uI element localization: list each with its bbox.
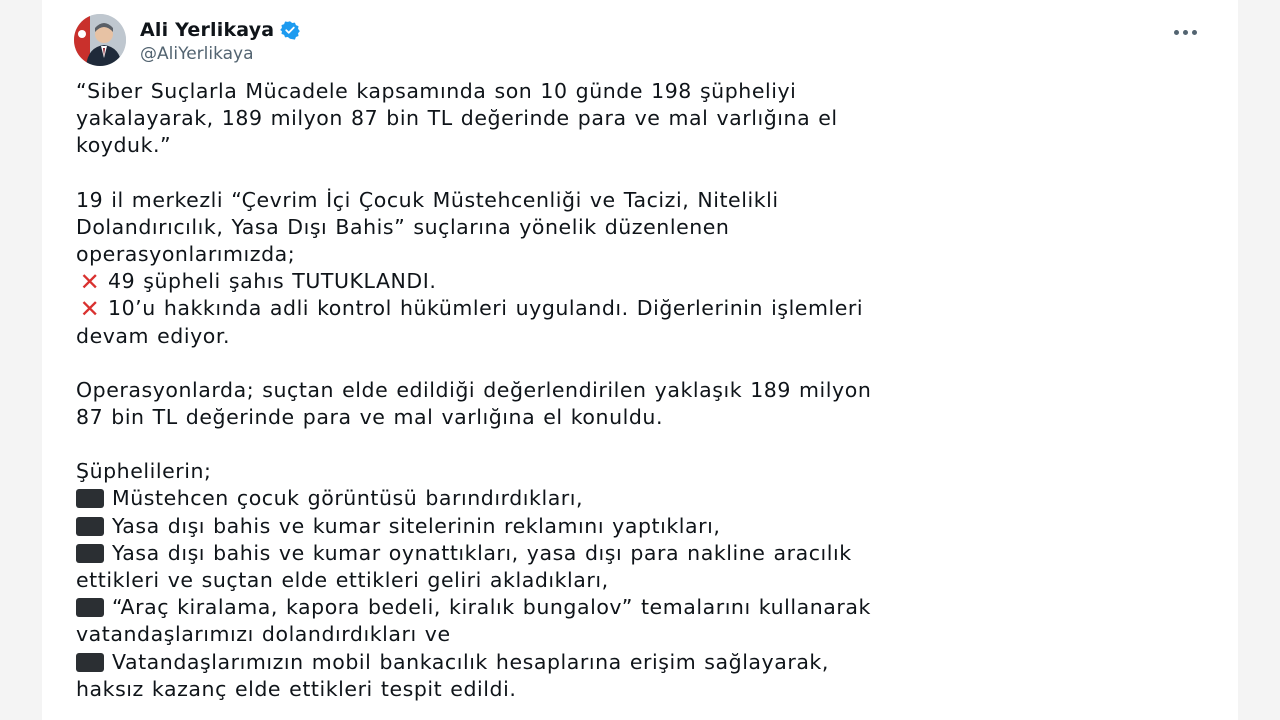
black-square-icon — [76, 653, 104, 672]
seizure-paragraph — [76, 377, 1226, 431]
text-line: yakalayarak, 189 milyon 87 bin TL değerinde para ve mal varlığına el — [76, 106, 838, 131]
cross-mark-icon: ✕ — [79, 295, 101, 324]
text-line: 19 il merkezli “Çevrim İçi Çocuk Müstehcenliği ve Tacizi, Nitelikli — [76, 187, 779, 212]
cross-list-item — [76, 268, 1226, 295]
spacer — [76, 350, 1226, 377]
black-square-icon — [76, 598, 104, 617]
text-line: “Siber Suçlarla Mücadele kapsamında son 10 günde 198 şüpheliyi — [76, 79, 797, 103]
author-name[interactable]: Ali Yerlikaya — [140, 18, 275, 41]
spacer — [76, 160, 1226, 187]
spacer — [76, 431, 1226, 458]
text-line: ettikleri ve suçtan elde ettikleri geliri akladıkları, — [76, 568, 609, 593]
text-line: 87 bin TL değerinde para ve mal varlığına el konuldu. — [76, 405, 664, 430]
square-item-text: “Araç kiralama, kapora bedeli, kiralık bungalov” temalarını kullanarak — [112, 595, 871, 620]
text-line: operasyonlarımızda; — [76, 242, 296, 267]
square-item-text: Vatandaşlarımızın mobil bankacılık hesaplarına erişim sağlayarak, — [112, 649, 829, 674]
black-square-icon — [76, 517, 104, 536]
verified-badge-icon — [280, 20, 300, 40]
author-handle[interactable]: @AliYerlikaya — [140, 43, 254, 64]
cross-item-text: 10’u hakkında adli kontrol hükümleri uygulandı. Diğerlerinin işlemleri — [108, 296, 864, 321]
square-list-item — [76, 594, 1226, 621]
avatar[interactable] — [74, 14, 126, 66]
more-options-icon[interactable] — [1168, 18, 1202, 46]
text-line: devam ediyor. — [76, 323, 231, 348]
square-list-item — [76, 540, 1226, 567]
cross-item-text: 49 şüpheli şahıs TUTUKLANDI. — [108, 269, 437, 294]
operations-paragraph — [76, 187, 1226, 350]
black-square-icon — [76, 544, 104, 563]
dot — [1174, 30, 1179, 35]
square-list-item — [76, 513, 1226, 540]
text-line: koyduk.” — [76, 133, 172, 158]
tweet-card — [42, 0, 1238, 720]
black-square-icon — [76, 489, 104, 508]
dot — [1183, 30, 1188, 35]
text-line: haksız kazanç elde ettikleri tespit edildi. — [76, 676, 517, 701]
text-line: Dolandırıcılık, Yasa Dışı Bahis” suçlarına yönelik düzenlenen — [76, 214, 730, 239]
suspects-paragraph — [76, 458, 1226, 703]
cross-mark-icon: ✕ — [79, 268, 101, 297]
suspects-heading: Şüphelilerin; — [76, 459, 212, 484]
author-info — [140, 17, 300, 64]
tweet-header — [74, 10, 300, 70]
square-item-text: Müstehcen çocuk görüntüsü barındırdıkları, — [112, 486, 584, 511]
square-list-item — [76, 485, 1226, 512]
tweet-text — [76, 78, 1226, 703]
square-item-text: Yasa dışı bahis ve kumar sitelerinin reklamını yaptıkları, — [112, 513, 721, 538]
dot — [1192, 30, 1197, 35]
text-line: Operasyonlarda; suçtan elde edildiği değerlendirilen yaklaşık 189 milyon — [76, 377, 872, 402]
cross-list-item — [76, 295, 1226, 322]
square-list-item — [76, 649, 1226, 676]
quote-paragraph — [76, 78, 1226, 160]
square-item-text: Yasa dışı bahis ve kumar oynattıkları, yasa dışı para nakline aracılık — [112, 540, 852, 565]
text-line: vatandaşlarımızı dolandırdıkları ve — [76, 622, 451, 647]
author-name-row — [140, 17, 300, 43]
